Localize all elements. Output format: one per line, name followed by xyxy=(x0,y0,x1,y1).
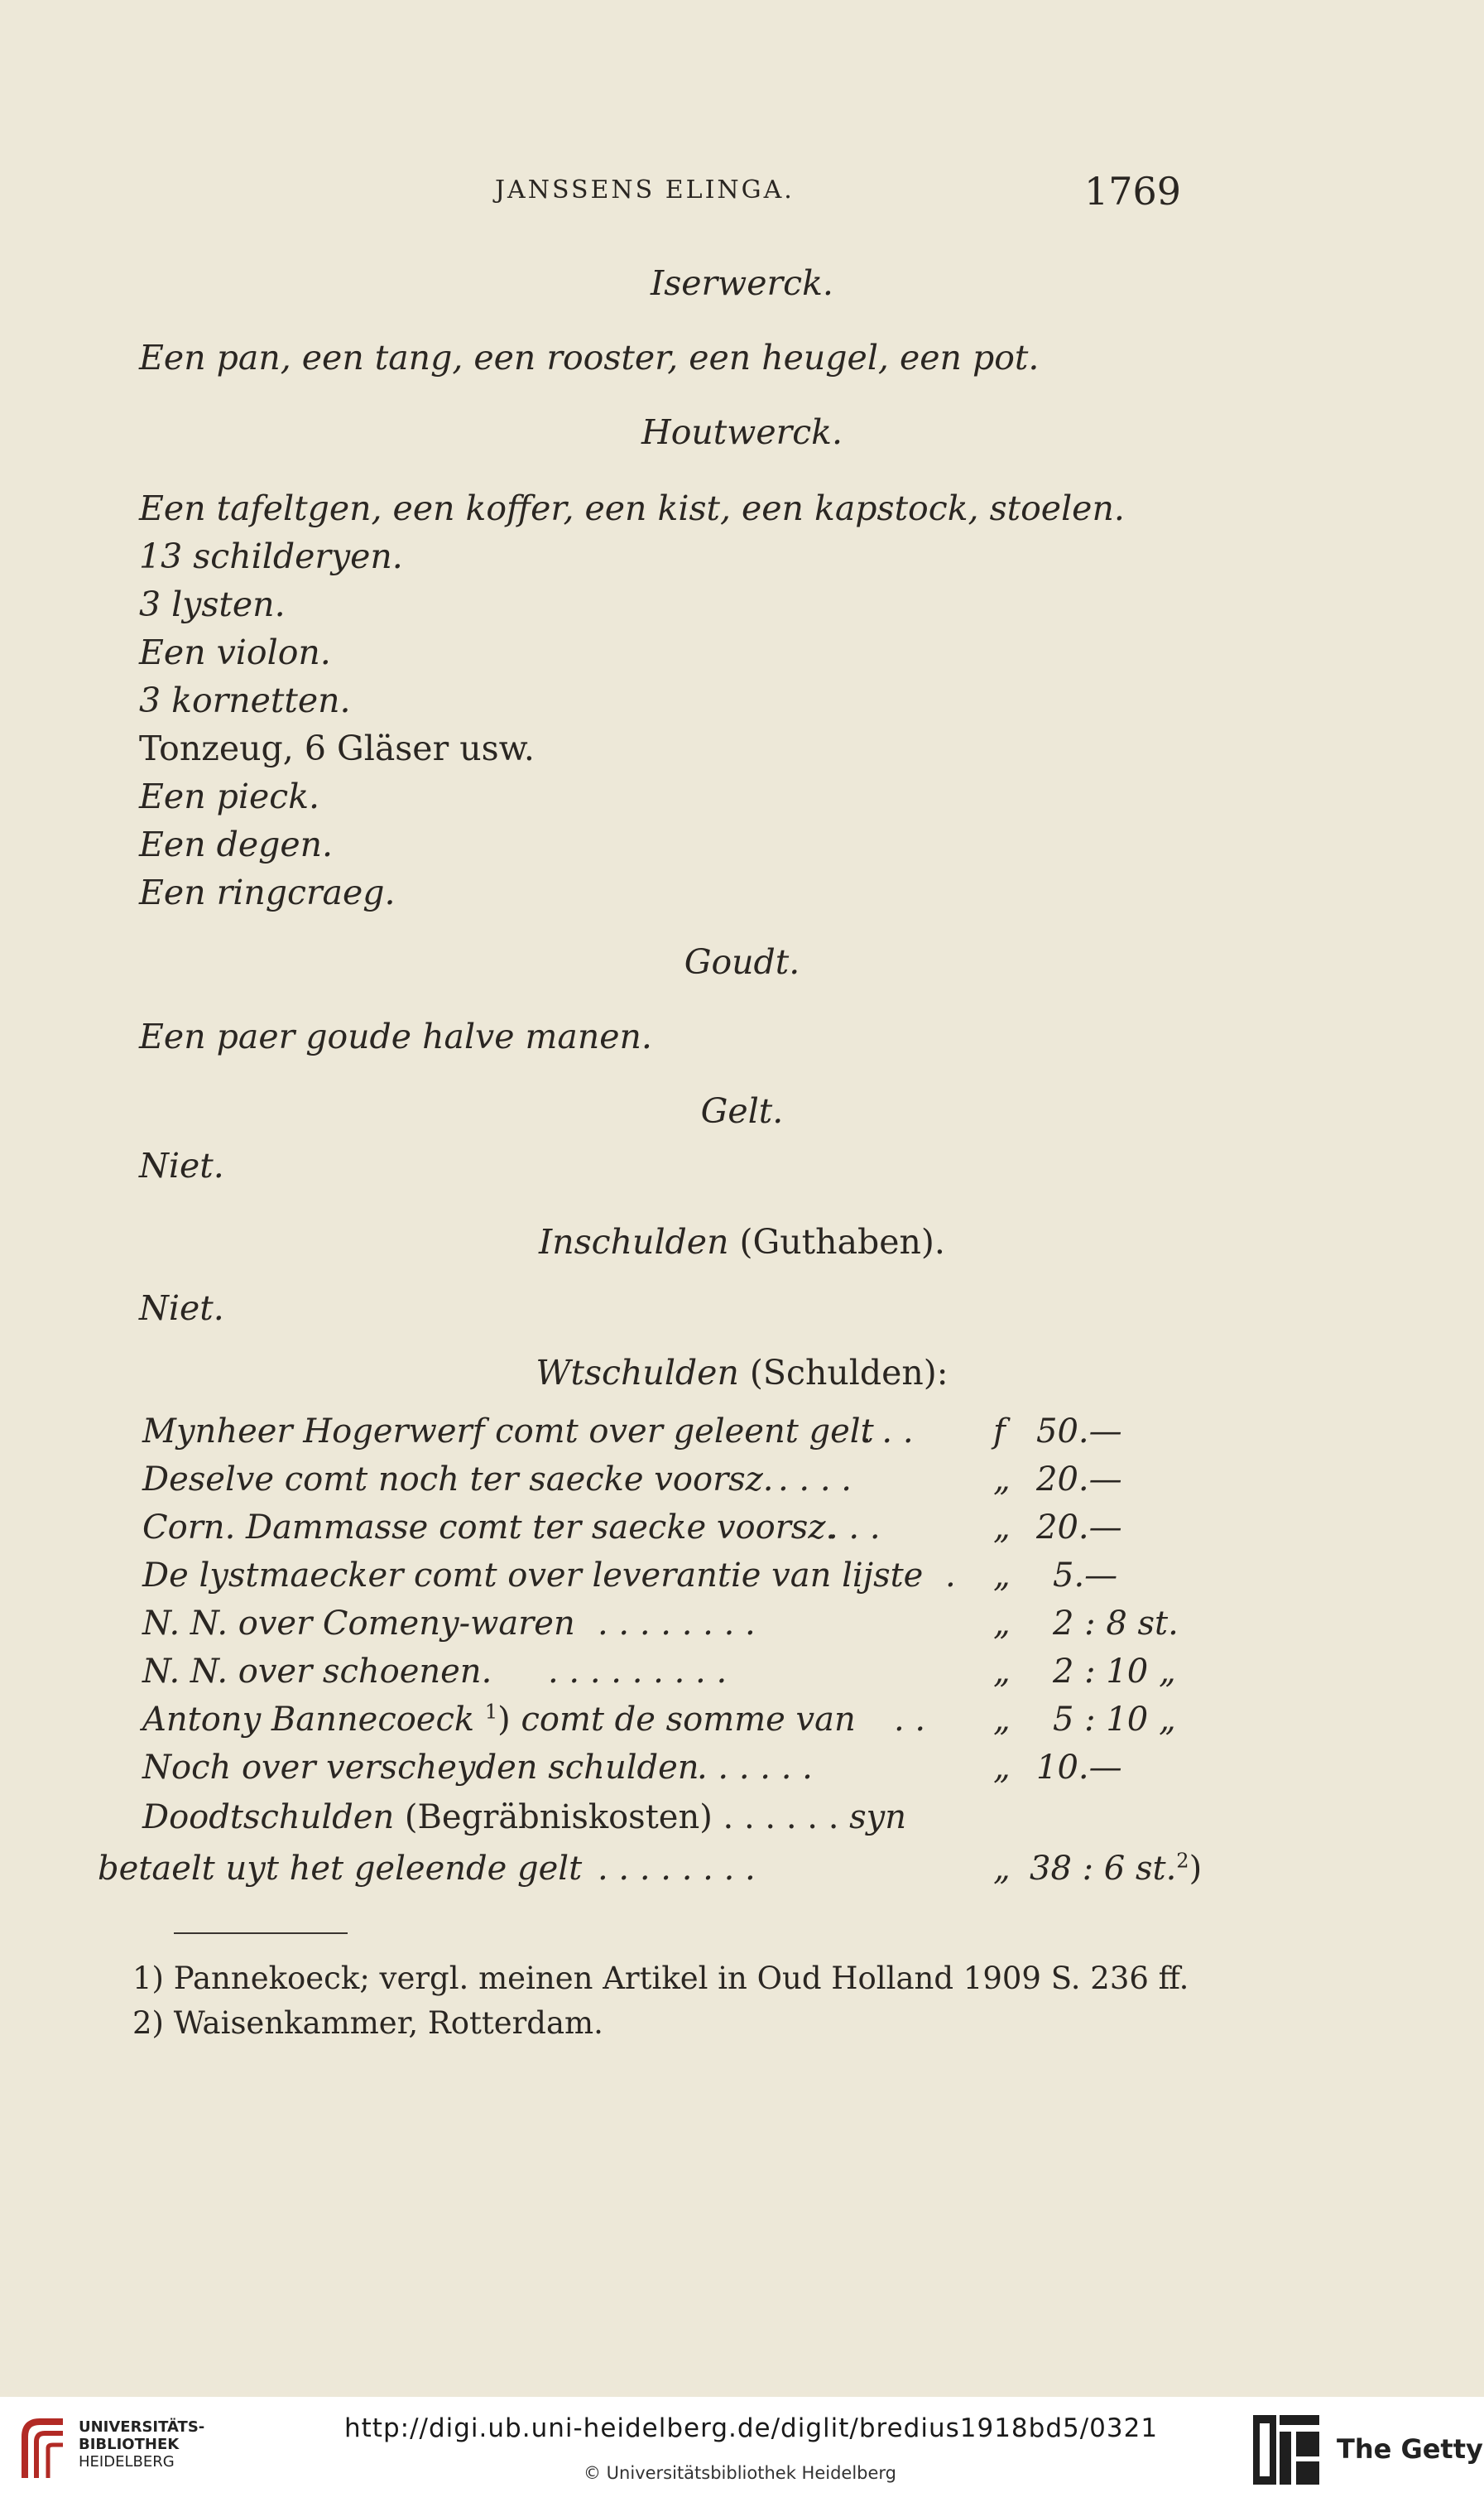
debt-text: Mynheer Hogerwerf comt over geleent gelt xyxy=(142,1412,874,1451)
debt-currency: „ xyxy=(993,1557,1011,1595)
debt-currency: „ xyxy=(993,1460,1011,1499)
heading-inschulden-roman: (Guthaben). xyxy=(739,1222,945,1262)
footnote-marker: 2 xyxy=(1176,1849,1189,1873)
debt-amount: 2 : 8 st. xyxy=(1053,1605,1179,1643)
inschulden-line: Niet. xyxy=(139,1288,224,1328)
heading-inschulden-italic: Inschulden xyxy=(539,1222,729,1262)
heading-iserwerck: Iserwerck. xyxy=(651,263,833,303)
getty-label: The Getty xyxy=(1337,2433,1483,2465)
heading-wtschulden-italic: Wtschulden xyxy=(535,1353,739,1393)
houtwerck-line: 13 schilderyen. xyxy=(139,536,403,576)
debt-dots: . xyxy=(945,1557,956,1595)
debt-text: N. N. over Comeny-waren xyxy=(142,1605,575,1643)
debt-dots: . . . xyxy=(861,1412,914,1451)
funeral-line-1 xyxy=(142,1798,906,1836)
iserwerck-line: Een pan, een tang, een rooster, een heugel, een pot. xyxy=(139,338,1040,378)
gelt-line: Niet. xyxy=(139,1146,224,1186)
houtwerck-line: Tonzeug, 6 Gläser usw. xyxy=(139,729,535,768)
funeral-italic: Doodtschulden xyxy=(142,1798,395,1836)
houtwerck-line: Een degen. xyxy=(139,825,334,864)
debt-currency: f xyxy=(993,1412,1006,1451)
funeral-amount: 38 : 6 st. xyxy=(1030,1850,1177,1888)
library-name xyxy=(79,2418,204,2471)
debt-currency: „ xyxy=(993,1508,1011,1547)
houtwerck-line: Een ringcraeg. xyxy=(139,873,396,912)
digital-url-link[interactable]: http://digi.ub.uni-heidelberg.de/diglit/bredius1918bd5/0321 xyxy=(344,2413,1159,2443)
funeral-line-2-dots: . . . . . . . . xyxy=(598,1850,756,1888)
running-title: JANSSENS ELINGA. xyxy=(495,176,795,204)
footnote-2: 2) Waisenkammer, Rotterdam. xyxy=(132,2005,603,2041)
library-line: UNIVERSITÄTS- xyxy=(79,2418,205,2436)
houtwerck-line: Een tafeltgen, een koffer, een kist, een kapstock, stoelen. xyxy=(139,488,1125,528)
footnote-1: 1) Pannekoeck; vergl. meinen Artikel in Oud Holland 1909 S. 236 ff. xyxy=(132,1961,1189,1996)
debt-dots: . . . . . . xyxy=(697,1749,813,1787)
debt-amount: 50.— xyxy=(1036,1412,1122,1451)
getty-logo-icon xyxy=(1251,2413,1321,2486)
heading-wtschulden xyxy=(0,1353,1484,1393)
footer-bar xyxy=(0,2397,1484,2502)
heading-houtwerck: Houtwerck. xyxy=(641,412,843,452)
debt-currency: „ xyxy=(993,1701,1011,1739)
houtwerck-line: Een pieck. xyxy=(139,777,320,816)
debt-dots: . . . . xyxy=(778,1460,852,1499)
footnote-marker: 1 xyxy=(484,1700,498,1724)
heading-wtschulden-roman: (Schulden): xyxy=(749,1353,949,1393)
heading-inschulden xyxy=(0,1222,1484,1262)
library-line: HEIDELBERG xyxy=(79,2453,175,2471)
funeral-currency: „ xyxy=(993,1850,1011,1888)
debt-amount: 20.— xyxy=(1036,1460,1122,1499)
debt-currency: „ xyxy=(993,1749,1011,1787)
funeral-end: syn xyxy=(849,1798,907,1836)
debt-amount: 5.— xyxy=(1053,1557,1118,1595)
goudt-line: Een paer goude halve manen. xyxy=(139,1017,652,1056)
debt-dots: . . xyxy=(894,1701,926,1739)
debt-text: N. N. over schoenen. xyxy=(142,1653,492,1691)
footnote-rule xyxy=(174,1932,348,1934)
copyright-text: © Universitätsbibliothek Heidelberg xyxy=(584,2463,897,2483)
debt-amount: 5 : 10 „ xyxy=(1053,1701,1176,1739)
heading-gelt: Gelt. xyxy=(700,1091,784,1131)
houtwerck-line: 3 lysten. xyxy=(139,585,286,624)
funeral-amount-wrap: 38 : 6 st.$^2$) xyxy=(1030,1849,1203,1888)
debt-text: De lystmaecker comt over leverantie van lijste xyxy=(142,1557,924,1595)
debt-amount: 20.— xyxy=(1036,1508,1122,1547)
debt-amount: 10.— xyxy=(1036,1749,1122,1787)
debt-amount: 2 : 10 „ xyxy=(1053,1653,1176,1691)
debt-dots: . . . . . . . . xyxy=(598,1605,756,1643)
library-line: BIBLIOTHEK xyxy=(79,2436,180,2453)
houtwerck-line: Een violon. xyxy=(139,633,331,672)
debt-currency: „ xyxy=(993,1653,1011,1691)
debt-dots: . . . xyxy=(828,1508,881,1547)
funeral-dots: . . . . . . xyxy=(723,1798,839,1836)
heidelberg-library-logo-icon xyxy=(17,2412,71,2486)
debt-text: Antony Bannecoeck xyxy=(142,1701,475,1739)
debt-text-after: comt de somme van xyxy=(521,1701,856,1739)
page-number: 1769 xyxy=(1084,169,1182,214)
funeral-line-2-text: betaelt uyt het geleende gelt xyxy=(98,1850,583,1888)
houtwerck-line: 3 kornetten. xyxy=(139,681,351,720)
debt-text: Corn. Dammasse comt ter saecke voorsz. xyxy=(142,1508,837,1547)
debt-row-bannecoeck: Antony Bannecoeck $^1$) comt de somme van xyxy=(142,1700,856,1739)
debt-text: Deselve comt noch ter saecke voorsz. xyxy=(142,1460,774,1499)
funeral-roman: (Begräbniskosten) xyxy=(404,1798,713,1836)
debt-dots: . . . . . . . . . xyxy=(548,1653,728,1691)
debt-currency: „ xyxy=(993,1605,1011,1643)
debt-text: Noch over verscheyden schulden xyxy=(142,1749,699,1787)
heading-goudt: Goudt. xyxy=(684,942,800,982)
